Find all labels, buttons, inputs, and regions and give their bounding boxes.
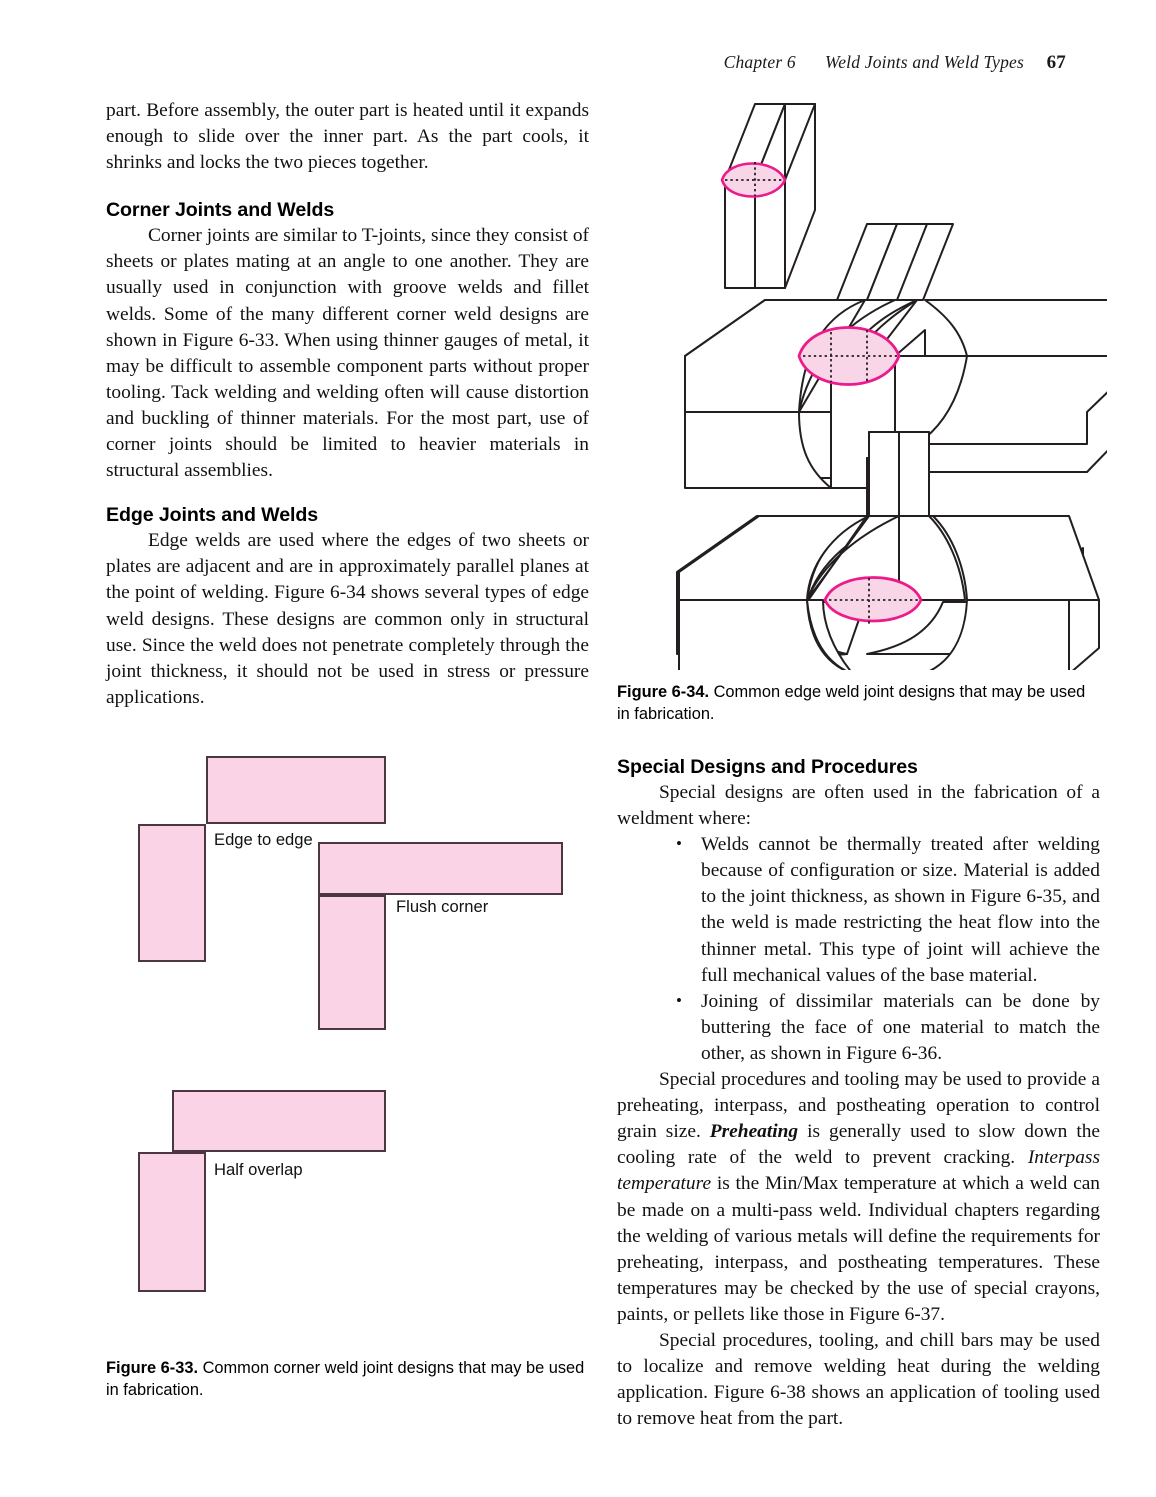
procedures-p1-part-a: Special procedures and tooling may be used to provide a preheating, interpass, and postheating operation to control grain size. <box>617 1069 1100 1143</box>
page-number: 67 <box>1046 52 1066 73</box>
design2-plate-right-top <box>925 300 1107 356</box>
running-head-title: Weld Joints and Weld Types <box>825 52 1025 72</box>
design3-plankB <box>899 432 929 516</box>
figure-6-33-caption-text: Common corner weld joint designs that may be used in fabrication. <box>106 1359 585 1399</box>
design2-right-fillet <box>895 356 967 444</box>
procedures-p1-part-c: is the Min/Max temperature at which a weld can be made on a multi-pass weld. Individual chapters regarding the welding of various metals will define the requirements for preheating, interpass, and postheating temperatures. These temperatures may be checked by the use of special crayons, paints, or pellets like those in Figure 6-37. <box>617 1173 1100 1325</box>
plate-flush-corner-vertical <box>318 895 386 1030</box>
plate-edge-to-edge-vertical <box>138 824 206 962</box>
bullet-text: Joining of dissimilar materials can be done by buttering the face of one material to match the other, as shown in Figure 6-36. <box>701 990 1100 1064</box>
figure-6-34-svg <box>617 92 1107 670</box>
figure-6-33-caption <box>106 1358 589 1401</box>
edge-joints-paragraph: Edge welds are used where the edges of two sheets or plates are adjacent and are in approximately parallel planes at the point of welding. Figure 6-34 shows several types of edge weld designs. These designs are common only in structural use. Since the weld does not penetrate completely through the joint thickness, it should not be used in stress or pressure applications. <box>106 530 589 708</box>
figure-6-34-caption <box>617 682 1100 725</box>
plate-edge-to-edge-horizontal <box>206 756 386 824</box>
heading-edge-joints: Edge Joints and Welds <box>106 504 319 527</box>
figure-label-edge-to-edge: Edge to edge <box>214 830 313 849</box>
bullet-text: Welds cannot be thermally treated after welding because of configuration or size. Material is added to the joint thickness, as shown in Figure 6-35, and the weld is made restricting the heat flow into the thinner metal. This type of joint will achieve the full mechanical values of the base material. <box>701 834 1100 986</box>
plate-half-overlap-horizontal <box>172 1090 386 1152</box>
design1-right-side-face <box>785 104 815 288</box>
edge-weld-design-1 <box>725 104 815 288</box>
term-preheating: Preheating <box>709 1121 799 1143</box>
intro-paragraph: part. Before assembly, the outer part is heated until it expands enough to slide over the inner part. As the part cools, it shrinks and locks the two pieces together. <box>106 100 589 174</box>
figure-6-34-caption-text: Common edge weld joint designs that may be used in fabrication. <box>617 683 1086 723</box>
plate-half-overlap-vertical <box>138 1152 206 1292</box>
term-interpass-temperature: Interpass temperature <box>617 1147 1100 1195</box>
plate-flush-corner-horizontal <box>318 842 563 895</box>
heading-corner-joints: Corner Joints and Welds <box>106 199 335 222</box>
list-item <box>673 989 1100 1067</box>
left-column <box>106 98 589 711</box>
weld-bead-2 <box>799 328 899 385</box>
procedures-paragraph-1 <box>617 1067 1100 1328</box>
list-item <box>673 832 1100 989</box>
bullet-icon: • <box>676 834 682 854</box>
corner-joints-paragraph: Corner joints are similar to T-joints, since they consist of sheets or plates mating at an angle to one another. They are usually used in conjunction with groove welds and fillet welds. Some of the many different corner weld designs are shown in Figure 6-33. When using thinner gauges of metal, it may be difficult to assemble component parts without proper tooling. Tack welding and welding often will cause distortion and buckling of thinner materials. For the most part, use of corner joints should be limited to heavier materials in structural assemblies. <box>106 225 589 482</box>
running-head <box>724 52 1066 74</box>
figure-label-flush-corner: Flush corner <box>396 897 489 916</box>
right-column <box>617 756 1100 1432</box>
running-head-chapter: Chapter 6 <box>723 52 796 72</box>
special-designs-bullet-list <box>617 832 1100 1067</box>
figure-6-33-illustration <box>106 742 601 1352</box>
design3-plankA <box>869 432 899 516</box>
figure-6-34-caption-number: Figure 6-34. <box>617 683 709 701</box>
procedures-p1-part-b: is generally used to slow down the cooling rate of the weld to prevent cracking. <box>617 1121 1101 1169</box>
procedures-paragraph-2: Special procedures, tooling, and chill bars may be used to localize and remove welding heat during the welding application. Figure 6-38 shows an application of tooling used to remove heat from the part. <box>617 1329 1100 1430</box>
figure-6-34-illustration <box>617 92 1107 670</box>
special-intro-paragraph: Special designs are often used in the fabrication of a weldment where: <box>617 782 1100 830</box>
figure-label-half-overlap: Half overlap <box>214 1160 303 1179</box>
bullet-icon: • <box>676 990 682 1010</box>
heading-special-designs: Special Designs and Procedures <box>617 756 918 778</box>
design3-plateB-side <box>1069 600 1099 670</box>
figure-6-33-caption-number: Figure 6-33. <box>106 1359 198 1377</box>
